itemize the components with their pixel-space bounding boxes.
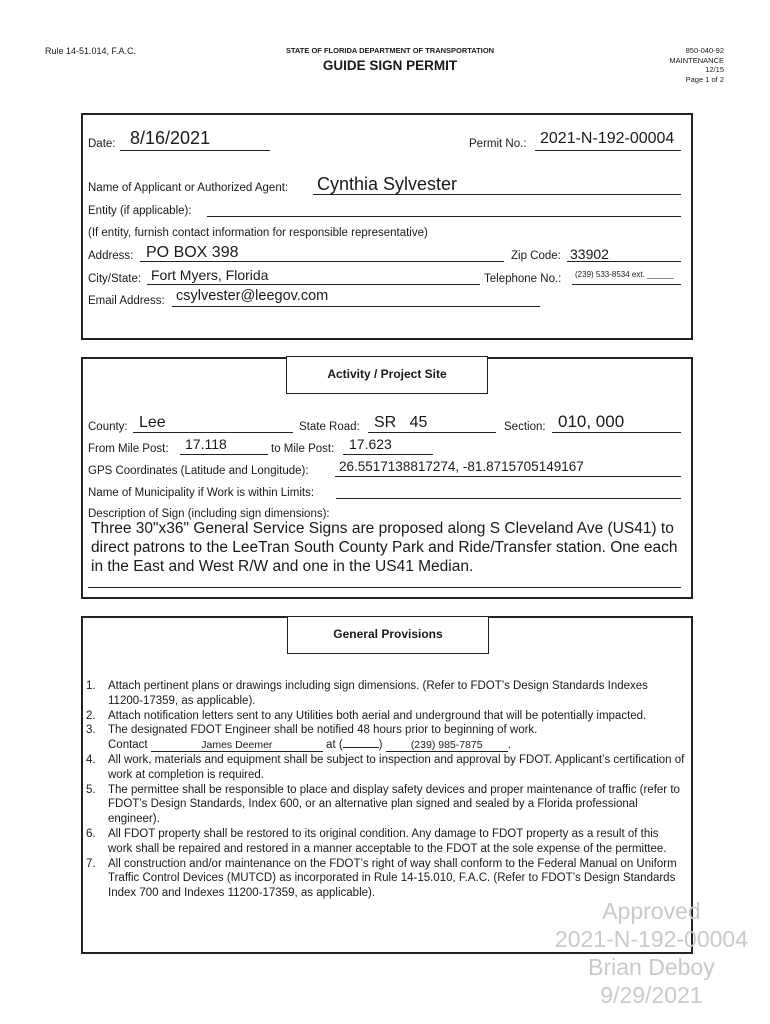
provision-number: 6. bbox=[86, 827, 96, 840]
to-mile-post-line bbox=[343, 454, 433, 455]
entity-field[interactable] bbox=[207, 216, 681, 217]
description-label: Description of Sign (including sign dimensions): bbox=[88, 508, 330, 520]
description-field[interactable]: Three 30"x36" General Service Signs are proposed along S Cleveland Ave (US41) to direct patrons to the LeeTran South County Park and Ride/Transfer station. One each in the East and West R/W and one in the US41 Median. bbox=[91, 520, 678, 575]
general-provisions-heading: General Provisions bbox=[287, 616, 489, 654]
stamp-permit-no: 2021-N-192-00004 bbox=[554, 926, 748, 952]
provision-item bbox=[86, 723, 686, 753]
telephone-label: Telephone No.: bbox=[484, 273, 562, 285]
gps-field[interactable]: 26.5517138817274, -81.8715705149167 bbox=[339, 459, 584, 474]
form-revision: 12/15 bbox=[705, 65, 724, 74]
provisions-list bbox=[86, 679, 686, 901]
section-field[interactable]: 010, 000 bbox=[558, 412, 625, 431]
from-mile-post-field[interactable]: 17.118 bbox=[185, 436, 227, 452]
stamp-approver: Brian Deboy bbox=[588, 954, 715, 980]
form-meta bbox=[669, 46, 724, 84]
date-line bbox=[120, 150, 270, 151]
contact-label: Contact bbox=[108, 739, 148, 752]
provision-item bbox=[86, 679, 686, 709]
page-number: Page 1 of 2 bbox=[685, 74, 724, 84]
state-road-label: State Road: bbox=[299, 421, 360, 433]
provision-item bbox=[86, 857, 686, 901]
contact-name-field[interactable]: James Deemer bbox=[151, 739, 323, 752]
contact-phone-sep: ) bbox=[378, 739, 383, 752]
entity-note: (If entity, furnish contact information for responsible representative) bbox=[88, 227, 428, 239]
city-state-label: City/State: bbox=[88, 273, 142, 285]
provision-item bbox=[86, 709, 686, 724]
rule-reference: Rule 14-51.014, F.A.C. bbox=[45, 46, 137, 56]
email-label: Email Address: bbox=[88, 295, 165, 307]
provision-item bbox=[86, 827, 686, 857]
permit-no-line bbox=[535, 150, 681, 151]
from-mile-post-label: From Mile Post: bbox=[88, 443, 169, 455]
to-mile-post-label: to Mile Post: bbox=[271, 443, 335, 455]
section-label: Section: bbox=[504, 421, 546, 433]
email-line bbox=[172, 306, 540, 307]
county-line bbox=[133, 432, 293, 433]
state-road-line bbox=[368, 432, 496, 433]
provision-text: All work, materials and equipment shall be subject to inspection and approval by FDOT. Applicant’s certification of work at completion is required. bbox=[108, 753, 685, 781]
provision-text: All FDOT property shall be restored to its original condition. Any damage to FDOT property as a result of this work shall be repaired and restored in a manner acceptable to the FDOT at the sole expense of the permittee. bbox=[108, 827, 667, 855]
description-line bbox=[88, 587, 681, 588]
department-name: STATE OF FLORIDA DEPARTMENT OF TRANSPORTATION bbox=[285, 46, 495, 55]
form-title: GUIDE SIGN PERMIT bbox=[322, 58, 458, 73]
provision-text: Attach notification letters sent to any Utilities both aerial and underground that will be potentially impacted. bbox=[108, 709, 647, 722]
provision-text: Attach pertinent plans or drawings including sign dimensions. (Refer to FDOT’s Design Standards Indexes 11200-17359, as applicable). bbox=[108, 680, 648, 707]
entity-label: Entity (if applicable): bbox=[88, 205, 192, 217]
zip-field[interactable]: 33902 bbox=[570, 246, 609, 262]
city-state-field[interactable]: Fort Myers, Florida bbox=[151, 267, 269, 283]
contact-at-label: at ( bbox=[326, 739, 343, 752]
provision-number: 3. bbox=[86, 724, 96, 737]
project-site-heading: Activity / Project Site bbox=[286, 356, 488, 394]
date-label: Date: bbox=[88, 138, 116, 150]
permit-no-field[interactable]: 2021-N-192-00004 bbox=[540, 130, 675, 147]
approval-stamp bbox=[555, 897, 748, 1009]
zip-label: Zip Code: bbox=[511, 250, 561, 262]
provision-number: 2. bbox=[86, 709, 96, 722]
provision-number: 4. bbox=[86, 753, 96, 766]
provision-text: All construction and/or maintenance on the FDOT’s right of way shall conform to the Federal Manual on Uniform Traffic Control Devices (MUTCD) as incorporated in Rule 14-15.010, F.A.C. (Refer to FDOT’s Design Standards Index 700 and Indexes 11200-17359, as applicable). bbox=[108, 857, 677, 900]
provision-item bbox=[86, 783, 686, 827]
from-mile-post-line bbox=[180, 454, 268, 455]
telephone-line bbox=[572, 284, 681, 285]
applicant-name-field[interactable]: Cynthia Sylvester bbox=[317, 174, 458, 194]
provision-number: 7. bbox=[86, 857, 96, 870]
municipality-label: Name of Municipality if Work is within Limits: bbox=[88, 487, 315, 499]
contact-phone-field[interactable]: (239) 985-7875 bbox=[386, 739, 508, 752]
provision-text: The designated FDOT Engineer shall be notified 48 hours prior to beginning of work. bbox=[108, 724, 538, 737]
state-road-field[interactable]: SR 45 bbox=[374, 414, 428, 431]
permit-no-label: Permit No.: bbox=[469, 138, 527, 150]
municipality-field[interactable] bbox=[336, 498, 681, 499]
provision-number: 1. bbox=[86, 680, 96, 692]
provision-text-contact bbox=[108, 723, 686, 753]
city-state-line bbox=[147, 284, 480, 285]
form-number: 850-040-92 bbox=[685, 46, 724, 55]
county-field[interactable]: Lee bbox=[139, 414, 166, 431]
provision-text: The permittee shall be responsible to place and display safety devices and proper maintenance of traffic (refer to FDOT’s Design Standards, Index 600, or an alternative plan signed and sealed by a Florida professional engineer). bbox=[108, 783, 680, 826]
address-label: Address: bbox=[88, 250, 134, 262]
gps-line bbox=[335, 476, 681, 477]
form-header bbox=[240, 46, 540, 73]
date-field[interactable]: 8/16/2021 bbox=[130, 128, 211, 148]
contact-area-code-field[interactable] bbox=[343, 747, 379, 748]
to-mile-post-field[interactable]: 17.623 bbox=[349, 436, 392, 452]
form-category: MAINTENANCE bbox=[669, 55, 724, 65]
telephone-field[interactable]: (239) 533-8534 ext. ______ bbox=[575, 270, 674, 279]
provision-number: 5. bbox=[86, 783, 96, 796]
email-field[interactable]: csylvester@leegov.com bbox=[176, 288, 329, 304]
contact-period: . bbox=[507, 739, 511, 752]
applicant-name-label: Name of Applicant or Authorized Agent: bbox=[88, 182, 289, 194]
stamp-date: 9/29/2021 bbox=[600, 982, 703, 1008]
section-line bbox=[552, 432, 681, 433]
county-label: County: bbox=[88, 421, 128, 433]
gps-label: GPS Coordinates (Latitude and Longitude): bbox=[88, 465, 309, 477]
address-field[interactable]: PO BOX 398 bbox=[146, 244, 239, 261]
provision-item bbox=[86, 753, 686, 783]
stamp-status: Approved bbox=[602, 898, 701, 924]
